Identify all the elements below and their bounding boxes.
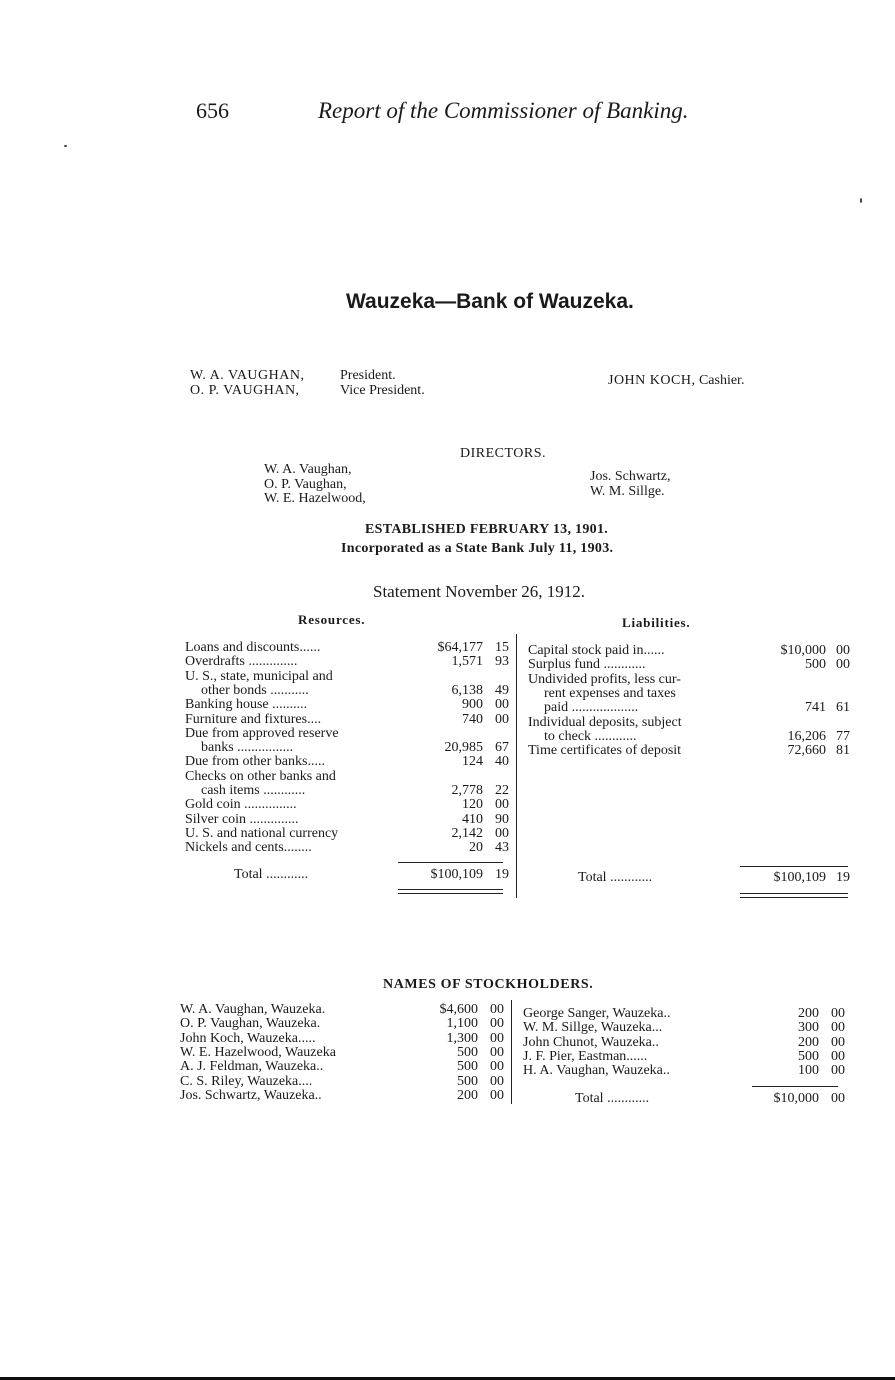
resource-row xyxy=(185,641,515,655)
resource-cents: 43 xyxy=(495,840,509,856)
resource-amount: 1,571 xyxy=(451,654,483,670)
stockholder-cents: 00 xyxy=(490,1059,504,1075)
officer-title: President. xyxy=(340,368,396,383)
stockholder-row xyxy=(180,1089,510,1103)
liabilities-double-rule xyxy=(740,897,848,898)
liability-cents: 00 xyxy=(836,643,850,658)
resource-cents: 00 xyxy=(495,797,509,813)
scan-speck xyxy=(64,145,67,147)
stockholder-name: W. M. Sillge, Wauzeka... xyxy=(523,1020,663,1036)
resource-label: other bonds ........... xyxy=(201,682,309,698)
stockholders-total-amount: $10,000 xyxy=(773,1091,819,1106)
liabilities-heading: Liabilities. xyxy=(622,615,691,630)
stockholder-name: O. P. Vaughan, Wauzeka. xyxy=(180,1016,321,1032)
resource-cents: 40 xyxy=(495,754,509,770)
resources-total-amount: $100,109 xyxy=(430,867,483,882)
stockholder-cents: 00 xyxy=(490,1087,504,1103)
stockholder-amount: 1,100 xyxy=(446,1016,478,1032)
stockholder-amount: 200 xyxy=(457,1087,478,1103)
stockholder-amount: 300 xyxy=(798,1020,819,1036)
liability-row xyxy=(528,701,858,715)
liability-label: Capital stock paid in...... xyxy=(528,643,665,658)
resource-row xyxy=(185,784,515,798)
resource-row xyxy=(185,698,515,712)
stockholder-row xyxy=(180,1032,510,1046)
resource-cents: 90 xyxy=(495,811,509,827)
officer-name: W. A. VAUGHAN, xyxy=(190,368,305,383)
page-number: 656 xyxy=(196,98,229,123)
liability-label: rent expenses and taxes xyxy=(544,685,676,701)
scan-speck xyxy=(860,198,862,203)
resource-label: Loans and discounts...... xyxy=(185,640,321,655)
stockholder-cents: 00 xyxy=(831,1006,845,1021)
liability-label: Time certificates of deposit xyxy=(528,743,682,759)
director-name: W. M. Sillge. xyxy=(590,483,665,499)
stockholder-cents: 00 xyxy=(831,1034,845,1050)
resource-row xyxy=(185,813,515,827)
resource-row xyxy=(185,741,515,755)
stockholder-name: J. F. Pier, Eastman...... xyxy=(523,1048,648,1064)
stockholder-row xyxy=(523,1007,853,1021)
resource-label: Due from other banks..... xyxy=(185,754,325,770)
liability-amount: 72,660 xyxy=(787,743,826,759)
stockholders-left-list xyxy=(180,1003,510,1107)
stockholders-divider xyxy=(511,1000,512,1104)
resource-label: Due from approved reserve xyxy=(185,725,339,741)
stockholder-amount: 100 xyxy=(798,1063,819,1079)
stockholder-row xyxy=(523,1064,853,1078)
director-name: W. E. Hazelwood, xyxy=(264,491,366,506)
directors-heading: DIRECTORS. xyxy=(460,446,547,461)
resource-cents: 00 xyxy=(495,697,509,713)
resource-label: banks ................ xyxy=(201,740,294,756)
stockholder-row xyxy=(180,1003,510,1017)
stockholder-name: John Koch, Wauzeka..... xyxy=(180,1030,316,1046)
resource-label: U. S., state, municipal and xyxy=(185,668,333,684)
resource-label: Gold coin ............... xyxy=(185,797,297,813)
resource-amount: 410 xyxy=(462,811,483,827)
resource-row xyxy=(185,713,515,727)
liability-amount: $10,000 xyxy=(780,643,826,658)
bank-title: Wauzeka—Bank of Wauzeka. xyxy=(346,290,634,313)
resource-row xyxy=(185,770,515,784)
liability-cents: 81 xyxy=(836,743,850,759)
resources-total-cents: 19 xyxy=(495,867,509,882)
liability-label: to check ............ xyxy=(544,728,637,744)
liability-amount: 741 xyxy=(805,700,826,716)
liability-row xyxy=(528,744,858,758)
resource-row xyxy=(185,841,515,855)
resource-row xyxy=(185,670,515,684)
resource-cents: 67 xyxy=(495,740,509,756)
stockholder-amount: $4,600 xyxy=(439,1002,478,1017)
resource-amount: 124 xyxy=(462,754,483,770)
stockholder-name: H. A. Vaughan, Wauzeka.. xyxy=(523,1063,670,1079)
liability-cents: 77 xyxy=(836,728,850,744)
stockholder-name: Jos. Schwartz, Wauzeka.. xyxy=(180,1087,322,1103)
resource-cents: 00 xyxy=(495,711,509,727)
officer-name: JOHN KOCH, xyxy=(608,373,696,388)
liability-row xyxy=(528,716,858,730)
stockholder-cents: 00 xyxy=(490,1016,504,1032)
resources-double-rule xyxy=(398,889,503,890)
stockholder-amount: 200 xyxy=(798,1006,819,1021)
stockholder-amount: 500 xyxy=(457,1059,478,1075)
resource-amount: $64,177 xyxy=(437,640,483,655)
stockholder-amount: 1,300 xyxy=(446,1030,478,1046)
resource-amount: 2,142 xyxy=(451,825,483,841)
resource-amount: 20,985 xyxy=(444,740,483,756)
resource-amount: 900 xyxy=(462,697,483,713)
liabilities-total-amount: $100,109 xyxy=(773,870,826,885)
resources-total-label: Total ............ xyxy=(234,867,309,882)
liability-amount: 500 xyxy=(805,657,826,673)
resource-amount: 740 xyxy=(462,711,483,727)
liability-label: Undivided profits, less cur- xyxy=(528,671,681,687)
resource-label: Checks on other banks and xyxy=(185,768,336,784)
stockholder-name: George Sanger, Wauzeka.. xyxy=(523,1006,671,1021)
stockholder-cents: 00 xyxy=(490,1044,504,1060)
liabilities-double-rule xyxy=(740,893,848,894)
stockholders-total-label: Total ............ xyxy=(575,1091,650,1106)
resources-total-rule xyxy=(398,862,503,863)
directors-left xyxy=(264,463,366,507)
liability-cents: 00 xyxy=(836,657,850,673)
resource-cents: 15 xyxy=(495,640,509,655)
liability-row xyxy=(528,687,858,701)
resource-label: U. S. and national currency xyxy=(185,825,339,841)
resource-row xyxy=(185,755,515,769)
stockholder-name: John Chunot, Wauzeka.. xyxy=(523,1034,659,1050)
resource-label: Furniture and fixtures.... xyxy=(185,711,322,727)
resource-amount: 20 xyxy=(469,840,483,856)
stockholder-cents: 00 xyxy=(490,1002,504,1017)
stockholders-right-list xyxy=(523,1007,853,1087)
stockholder-amount: 500 xyxy=(457,1073,478,1089)
resource-label: cash items ............ xyxy=(201,783,306,798)
resources-double-rule xyxy=(398,893,503,894)
column-divider xyxy=(516,634,517,898)
resource-amount: 120 xyxy=(462,797,483,813)
running-title: Report of the Commissioner of Banking. xyxy=(318,98,689,123)
liability-row xyxy=(528,730,858,744)
resource-cents: 93 xyxy=(495,654,509,670)
stockholders-heading: NAMES OF STOCKHOLDERS. xyxy=(383,977,594,992)
stockholder-row xyxy=(523,1021,853,1035)
resource-cents: 49 xyxy=(495,682,509,698)
liability-label: Individual deposits, subject xyxy=(528,714,682,730)
resource-cents: 00 xyxy=(495,825,509,841)
statement-title: Statement November 26, 1912. xyxy=(373,582,585,601)
liabilities-total-rule xyxy=(740,866,848,867)
resource-label: Silver coin .............. xyxy=(185,811,299,827)
resource-row xyxy=(185,798,515,812)
established-date: ESTABLISHED FEBRUARY 13, 1901. xyxy=(365,522,609,537)
resources-table xyxy=(185,641,515,861)
resource-row xyxy=(185,684,515,698)
stockholder-cents: 00 xyxy=(490,1030,504,1046)
stockholder-name: A. J. Feldman, Wauzeka.. xyxy=(180,1059,324,1075)
incorporated-date: Incorporated as a State Bank July 11, 1903. xyxy=(341,541,614,556)
officer-title: Vice President. xyxy=(340,383,425,398)
resource-cents: 22 xyxy=(495,783,509,798)
stockholders-total-rule xyxy=(752,1086,838,1087)
resources-heading: Resources. xyxy=(298,612,366,627)
stockholder-amount: 500 xyxy=(798,1048,819,1064)
resource-row xyxy=(185,827,515,841)
resource-amount: 2,778 xyxy=(451,783,483,798)
liabilities-total-cents: 19 xyxy=(836,870,850,885)
stockholder-name: C. S. Riley, Wauzeka.... xyxy=(180,1073,313,1089)
stockholder-row xyxy=(523,1050,853,1064)
stockholder-cents: 00 xyxy=(831,1063,845,1079)
director-name: O. P. Vaughan, xyxy=(264,476,347,492)
resource-label: Nickels and cents........ xyxy=(185,840,312,856)
stockholder-row xyxy=(180,1017,510,1031)
stockholder-name: W. A. Vaughan, Wauzeka. xyxy=(180,1002,326,1017)
liabilities-total-label: Total ............ xyxy=(578,870,653,885)
liability-amount: 16,206 xyxy=(787,728,826,744)
stockholder-amount: 200 xyxy=(798,1034,819,1050)
stockholder-amount: 500 xyxy=(457,1044,478,1060)
liability-cents: 61 xyxy=(836,700,850,716)
stockholders-total-cents: 00 xyxy=(831,1091,845,1106)
officer-vice-president xyxy=(190,383,425,398)
officer-title: Cashier. xyxy=(698,373,745,388)
director-name: Jos. Schwartz, xyxy=(590,469,671,484)
stockholder-cents: 00 xyxy=(831,1048,845,1064)
officer-president xyxy=(190,368,396,383)
director-name: W. A. Vaughan, xyxy=(264,462,352,477)
liability-label: Surplus fund ............ xyxy=(528,657,646,673)
stockholder-cents: 00 xyxy=(490,1073,504,1089)
resource-label: Overdrafts .............. xyxy=(185,654,298,670)
stockholder-row xyxy=(180,1060,510,1074)
liability-row xyxy=(528,658,858,672)
resource-row xyxy=(185,727,515,741)
stockholder-row xyxy=(180,1046,510,1060)
directors-right xyxy=(590,470,671,499)
stockholder-row xyxy=(180,1075,510,1089)
officer-cashier xyxy=(608,373,744,388)
liabilities-table xyxy=(528,644,858,774)
resource-row xyxy=(185,655,515,669)
stockholder-row xyxy=(523,1036,853,1050)
liability-row xyxy=(528,673,858,687)
liability-row xyxy=(528,644,858,658)
stockholder-cents: 00 xyxy=(831,1020,845,1036)
liability-label: paid ................... xyxy=(544,700,639,716)
stockholder-name: W. E. Hazelwood, Wauzeka xyxy=(180,1044,336,1060)
officer-name: O. P. VAUGHAN, xyxy=(190,383,300,398)
resource-label: Banking house .......... xyxy=(185,697,308,713)
resource-amount: 6,138 xyxy=(451,682,483,698)
